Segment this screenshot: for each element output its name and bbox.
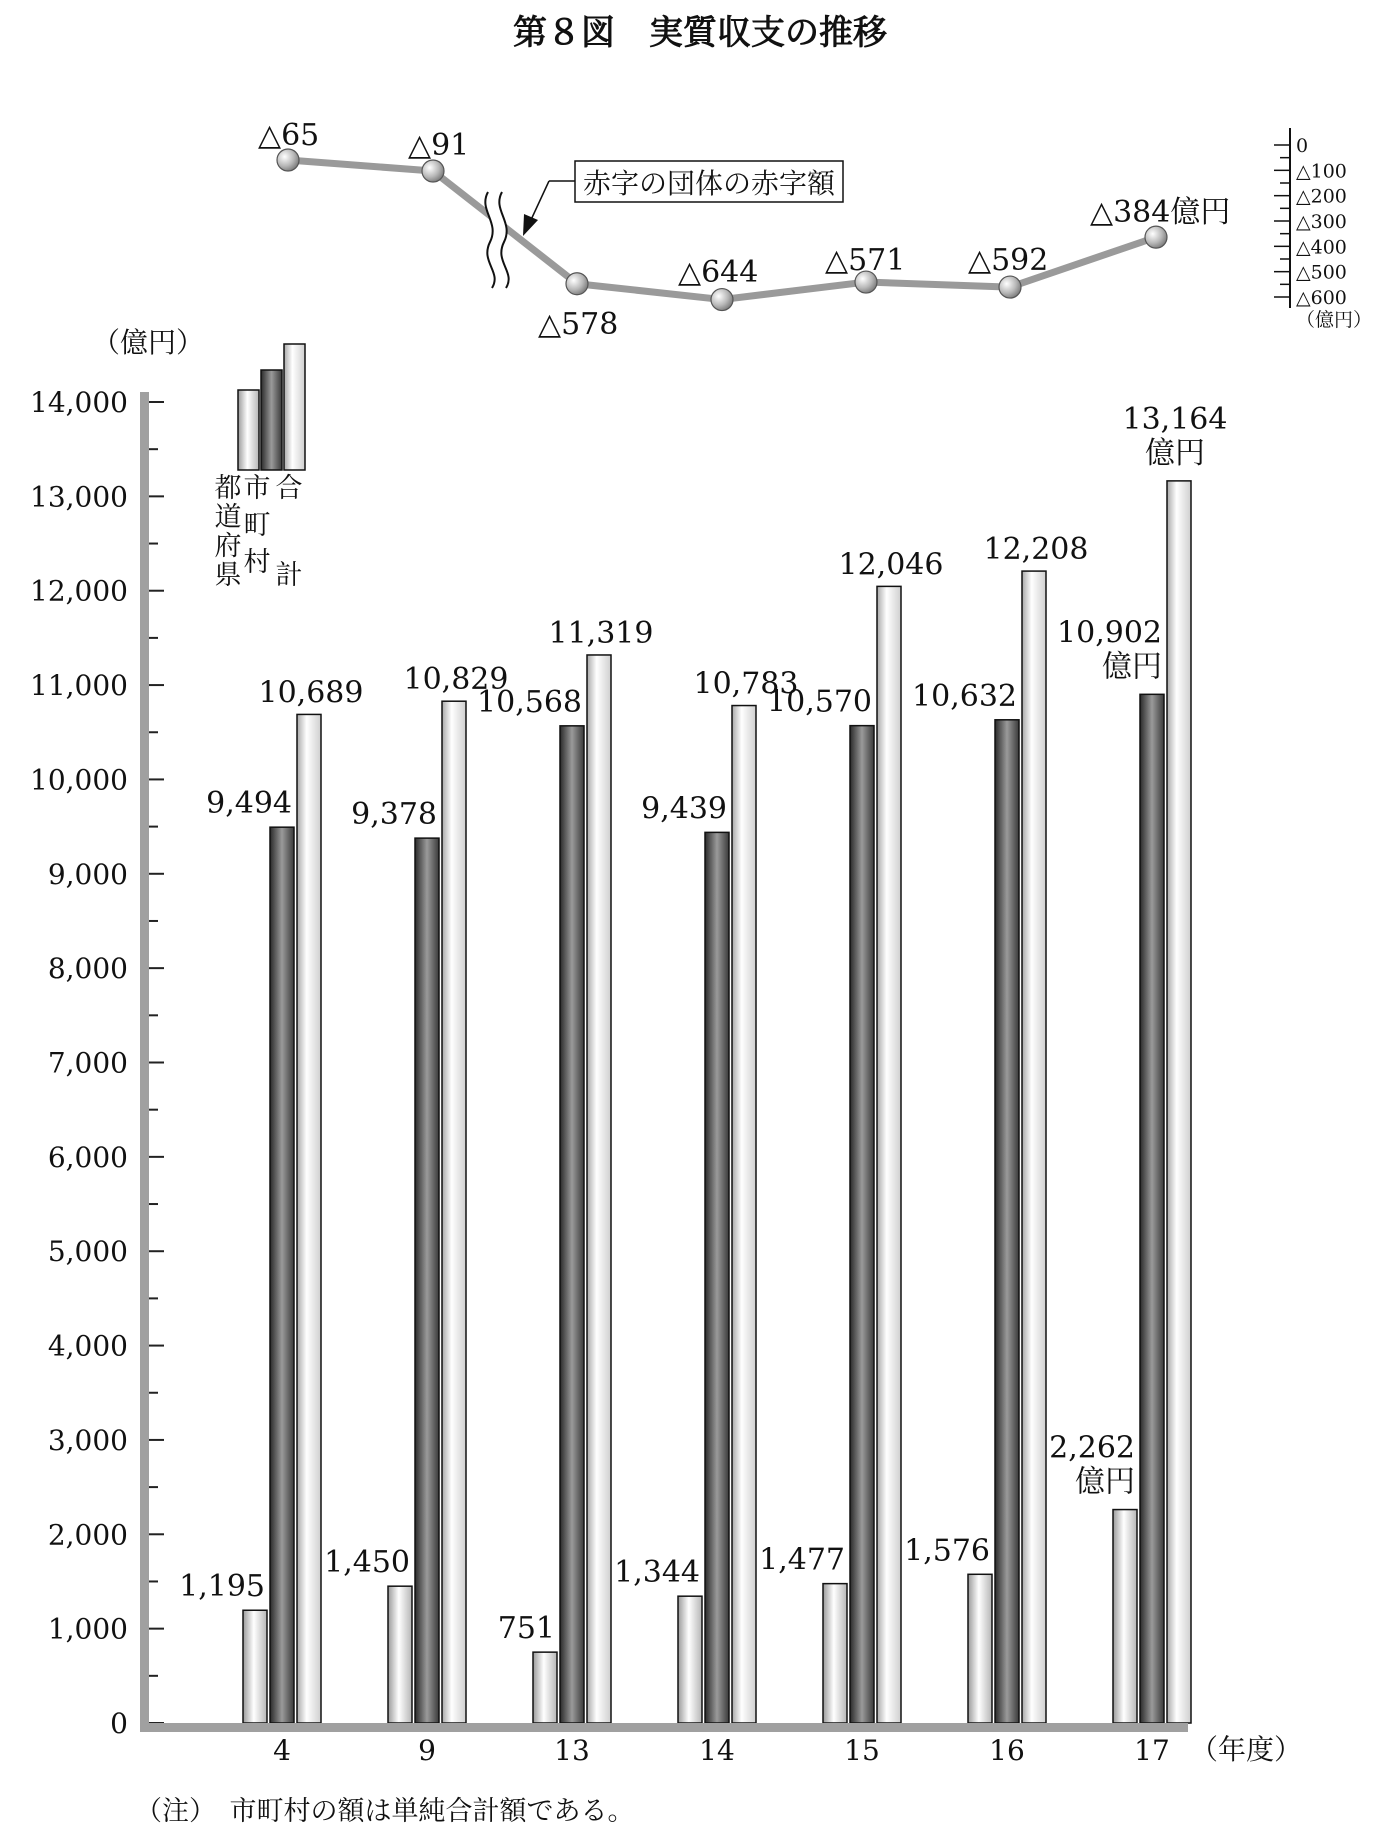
deficit-axis-tick-label: 0 — [1296, 135, 1309, 157]
deficit-point-label: △91 — [408, 128, 470, 163]
legend-label: 道 — [214, 502, 242, 533]
bar — [1167, 481, 1191, 1723]
bar — [415, 838, 439, 1723]
deficit-point-label: △592 — [968, 243, 1049, 278]
data-label: 10,689 — [258, 675, 364, 711]
deficit-point-label: △644 — [678, 255, 759, 290]
bar — [1022, 571, 1046, 1723]
data-label: 9,439 — [641, 791, 727, 827]
deficit-point — [711, 289, 733, 311]
data-label-unit: 億円 — [1075, 1464, 1135, 1500]
data-label: 1,450 — [324, 1545, 410, 1581]
deficit-callout-label: 赤字の団体の赤字額 — [582, 167, 836, 200]
bar — [270, 827, 294, 1723]
bar — [297, 714, 321, 1723]
y-tick-label: 5,000 — [47, 1235, 128, 1269]
data-label: 9,494 — [206, 786, 292, 822]
y-tick-label: 9,000 — [47, 857, 128, 891]
bar — [388, 1586, 412, 1723]
data-label: 1,576 — [904, 1533, 990, 1569]
legend-swatch — [261, 370, 282, 470]
y-axis-line — [140, 392, 149, 1732]
bar — [850, 726, 874, 1723]
y-axis — [30, 386, 164, 1740]
x-tick-label: 15 — [844, 1734, 880, 1767]
x-tick-label: 9 — [418, 1734, 436, 1767]
bar — [560, 726, 584, 1723]
deficit-point-label: △578 — [538, 307, 619, 342]
data-label: 10,783 — [693, 666, 799, 702]
bars — [179, 402, 1227, 1723]
y-tick-label: 6,000 — [47, 1140, 128, 1174]
x-tick-label: 13 — [554, 1734, 590, 1767]
bar — [995, 720, 1019, 1723]
legend-label: 都 — [214, 473, 242, 504]
y-tick-label: 14,000 — [30, 386, 128, 419]
y-tick-label: 13,000 — [30, 480, 128, 514]
data-label: 10,570 — [767, 684, 872, 720]
bar — [968, 1574, 992, 1723]
deficit-axis-tick-label: △300 — [1296, 211, 1347, 233]
bar — [1140, 694, 1164, 1723]
bar — [587, 655, 611, 1723]
legend — [215, 344, 306, 591]
callout-arrow-head — [523, 214, 538, 236]
deficit-point — [422, 160, 444, 182]
y-tick-label: 8,000 — [47, 952, 128, 986]
legend-swatch — [284, 344, 305, 470]
bar — [705, 832, 729, 1723]
y-axis-label: （億円） — [92, 326, 205, 359]
legend-label: 村 — [243, 547, 271, 578]
bar — [732, 706, 756, 1723]
x-tick-label: 17 — [1134, 1734, 1170, 1767]
legend-label: 町 — [243, 510, 271, 541]
chart-title: 第８図 実質収支の推移 — [513, 13, 887, 53]
deficit-axis-unit: （億円） — [1296, 309, 1373, 331]
data-label: 9,378 — [351, 797, 437, 833]
x-axis-line — [140, 1723, 1188, 1732]
bar — [1113, 1510, 1137, 1723]
callout-arrow-shaft — [530, 181, 549, 222]
x-tick-label: 16 — [989, 1734, 1025, 1767]
x-tick-label: 4 — [273, 1734, 291, 1767]
legend-label: 県 — [214, 560, 242, 591]
y-tick-label: 1,000 — [47, 1612, 128, 1646]
deficit-axis-tick-label: △600 — [1296, 287, 1347, 309]
bar — [678, 1596, 702, 1723]
y-tick-label: 0 — [110, 1707, 128, 1740]
deficit-point — [566, 273, 588, 295]
data-label: 10,568 — [477, 684, 582, 720]
deficit-axis-tick-label: △400 — [1296, 236, 1347, 259]
bar — [442, 701, 466, 1723]
deficit-axis-tick-label: △500 — [1296, 261, 1347, 284]
data-label: 10,902 — [1057, 615, 1162, 651]
bar — [533, 1652, 557, 1723]
deficit-point-label: △65 — [258, 118, 320, 153]
legend-label: 府 — [214, 531, 242, 562]
deficit-point-label: △571 — [825, 243, 906, 278]
footnote: （注） 市町村の額は単純合計額である。 — [135, 1796, 635, 1827]
data-label: 12,046 — [838, 547, 944, 583]
legend-label: 合 — [275, 473, 303, 504]
data-label: 12,208 — [983, 532, 1089, 568]
bar — [823, 1584, 847, 1723]
deficit-point — [999, 276, 1021, 298]
y-tick-label: 2,000 — [47, 1518, 128, 1552]
data-label: 1,477 — [759, 1542, 845, 1578]
x-axis — [140, 1723, 1188, 1767]
x-tick-label: 14 — [699, 1734, 735, 1767]
y-tick-label: 7,000 — [47, 1046, 128, 1080]
bar — [877, 586, 901, 1723]
data-label: 1,344 — [614, 1555, 700, 1591]
deficit-axis-tick-label: △100 — [1296, 160, 1347, 183]
x-axis-label: （年度） — [1190, 1733, 1303, 1766]
data-label: 13,164 — [1122, 401, 1228, 437]
y-tick-label: 10,000 — [30, 763, 128, 797]
data-label: 2,262 — [1049, 1430, 1135, 1466]
y-tick-label: 3,000 — [47, 1423, 128, 1457]
data-label: 10,632 — [912, 678, 1017, 714]
legend-label: 市 — [243, 473, 271, 504]
legend-label: 計 — [275, 560, 303, 591]
deficit-axis-tick-label: △200 — [1296, 185, 1347, 208]
data-label-unit: 億円 — [1145, 435, 1205, 471]
deficit-point-label: △384億円 — [1090, 195, 1231, 230]
data-label-unit: 億円 — [1102, 649, 1162, 685]
bar — [243, 1610, 267, 1723]
data-label: 1,195 — [179, 1569, 265, 1605]
legend-swatch — [238, 390, 259, 470]
y-tick-label: 11,000 — [30, 669, 128, 703]
y-tick-label: 4,000 — [47, 1329, 128, 1363]
deficit-line-chart — [258, 118, 1372, 342]
data-label: 11,319 — [548, 615, 654, 651]
data-label: 751 — [497, 1611, 555, 1647]
data-label: 10,829 — [403, 662, 509, 698]
y-tick-label: 12,000 — [30, 574, 128, 608]
